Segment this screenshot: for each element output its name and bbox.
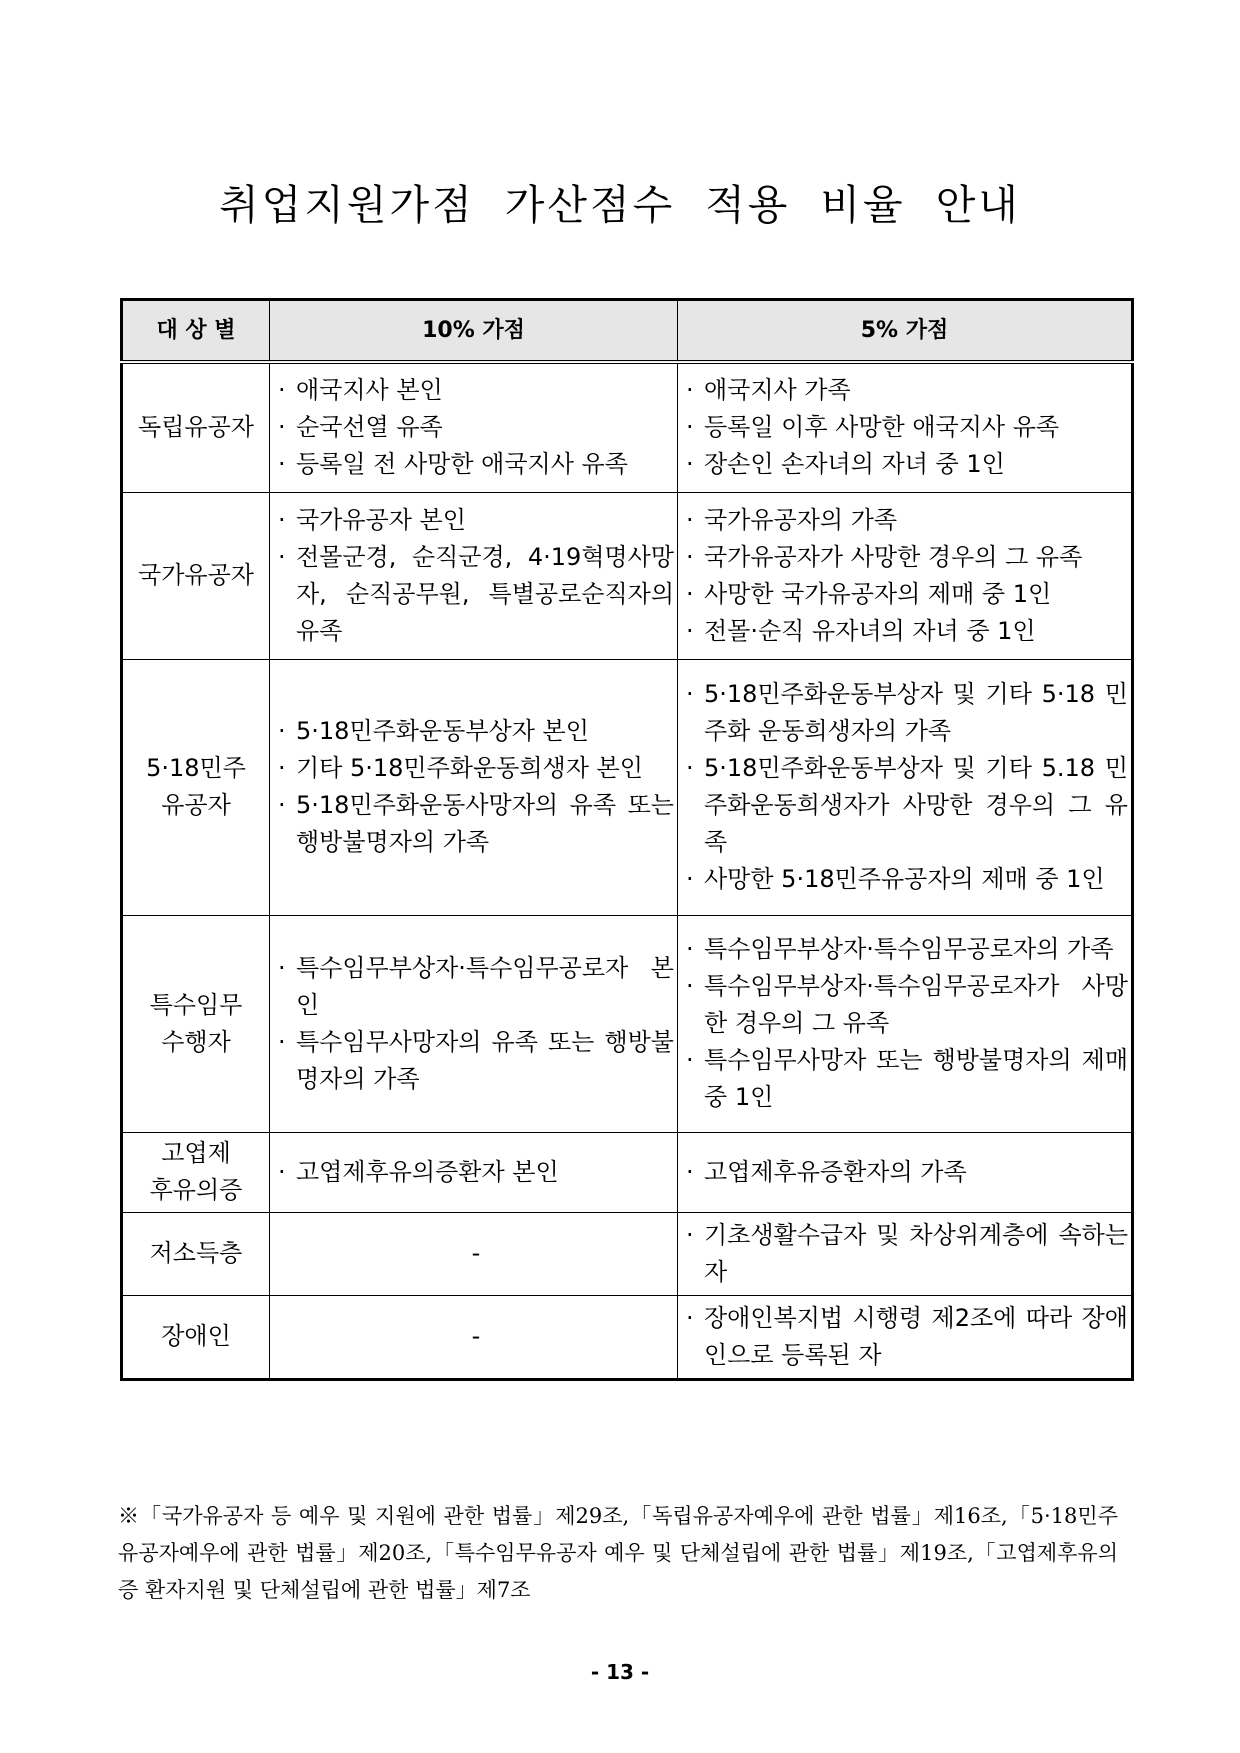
five-percent-cell (678, 1132, 1133, 1212)
list-item-text: 전몰·순직 유자녀의 자녀 중 1인 (704, 616, 1036, 645)
list-item-text: 등록일 이후 사망한 애국지사 유족 (704, 413, 1060, 442)
list-item (686, 676, 1128, 750)
bullet-mark: · (278, 413, 286, 442)
ten-percent-cell (270, 492, 678, 659)
row-category: 특수임무 수행자 (122, 915, 270, 1132)
list-item (686, 576, 1128, 613)
list-item (278, 409, 674, 446)
bullet-mark: · (686, 579, 694, 608)
bullet-mark: · (278, 376, 286, 405)
bullet-list (278, 502, 674, 650)
bullet-mark: · (278, 505, 286, 534)
bullet-list (686, 931, 1128, 1116)
list-item-text: 특수임무부상자·특수임무공로자의 가족 (704, 935, 1114, 963)
row-category: 독립유공자 (122, 362, 270, 492)
table-header-row (122, 300, 1133, 363)
bullet-mark: · (686, 972, 694, 1000)
list-item (278, 1024, 674, 1098)
list-item-text: 등록일 전 사망한 애국지사 유족 (296, 450, 628, 479)
bullet-mark: · (686, 505, 694, 534)
row-category: 저소득층 (122, 1212, 270, 1295)
five-percent-cell (678, 362, 1133, 492)
list-item (686, 409, 1128, 446)
list-item (278, 1154, 674, 1191)
page-title: 취업지원가점 가산점수 적용 비율 안내 (219, 181, 1021, 229)
list-item-text: 장애인복지법 시행령 제2조에 따라 장애인으로 등록된 자 (704, 1303, 1128, 1369)
ten-percent-cell (270, 1132, 678, 1212)
table-row (122, 362, 1133, 492)
bullet-list (278, 950, 674, 1098)
list-item-text: 특수임무사망자 또는 행방불명자의 제매 중 1인 (704, 1046, 1128, 1111)
bullet-list (278, 372, 674, 483)
bullet-list (686, 1217, 1128, 1291)
list-item-text: 사망한 국가유공자의 제매 중 1인 (704, 579, 1052, 608)
ten-percent-cell (270, 915, 678, 1132)
bullet-mark: · (686, 935, 694, 963)
bullet-mark: · (278, 542, 286, 571)
row-category: 5·18민주 유공자 (122, 659, 270, 915)
page-number: - 13 - (590, 1660, 650, 1684)
table-row (122, 915, 1133, 1132)
header-10-percent: 10% 가점 (270, 300, 678, 363)
five-percent-cell (678, 659, 1133, 915)
bullet-list (686, 502, 1128, 650)
list-item (278, 750, 674, 787)
list-item-text: 장손인 손자녀의 자녀 중 1인 (704, 450, 1005, 479)
list-item-text: 5·18민주화운동부상자 본인 (296, 717, 589, 745)
bullet-mark: · (278, 1027, 286, 1056)
bullet-mark: · (686, 413, 694, 442)
row-category: 고엽제 후유의증 (122, 1132, 270, 1212)
bullet-list (278, 713, 674, 861)
bullet-list (686, 372, 1128, 483)
empty-marker: - (471, 1322, 481, 1350)
list-item (686, 861, 1128, 898)
list-item (686, 1217, 1128, 1291)
table-row (122, 1212, 1133, 1295)
bullet-mark: · (278, 450, 286, 479)
five-percent-cell (678, 1295, 1133, 1379)
list-item-text: 국가유공자가 사망한 경우의 그 유족 (704, 542, 1083, 571)
list-item-text: 순국선열 유족 (296, 413, 443, 442)
row-category: 장애인 (122, 1295, 270, 1379)
bullet-list (686, 1154, 1128, 1191)
list-item (686, 931, 1128, 968)
five-percent-cell (678, 915, 1133, 1132)
list-item-text: 국가유공자 본인 (296, 505, 466, 534)
table-row (122, 1295, 1133, 1379)
five-percent-cell (678, 1212, 1133, 1295)
bullet-mark: · (278, 1157, 286, 1186)
list-item (686, 1042, 1128, 1116)
bullet-mark: · (278, 791, 286, 819)
list-item (278, 502, 674, 539)
list-item-text: 애국지사 본인 (296, 376, 443, 405)
table-row (122, 659, 1133, 915)
list-item (686, 446, 1128, 483)
bullet-list (278, 1154, 674, 1191)
list-item (278, 539, 674, 650)
list-item (278, 713, 674, 750)
list-item (278, 950, 674, 1024)
header-target: 대 상 별 (122, 300, 270, 363)
list-item (686, 968, 1128, 1042)
row-category: 국가유공자 (122, 492, 270, 659)
ten-percent-cell (270, 1295, 678, 1379)
list-item-text: 특수임무부상자·특수임무공로자 본인 (296, 953, 674, 1019)
bullet-mark: · (686, 865, 694, 893)
bullet-mark: · (686, 1157, 694, 1186)
list-item-text: 애국지사 가족 (704, 376, 851, 405)
ten-percent-cell (270, 659, 678, 915)
ten-percent-cell (270, 1212, 678, 1295)
list-item-text: 고엽제후유증환자의 가족 (704, 1157, 967, 1186)
list-item (686, 1154, 1128, 1191)
list-item-text: 5·18민주화운동부상자 및 기타 5.18 민주화운동희생자가 사망한 경우의 그 유족 (704, 754, 1128, 856)
list-item-text: 고엽제후유의증환자 본인 (296, 1157, 559, 1186)
bullet-mark: · (686, 1046, 694, 1074)
empty-marker: - (471, 1239, 481, 1267)
legal-basis-note: ※「국가유공자 등 예우 및 지원에 관한 법률」제29조,「독립유공자예우에 관한 법률」제16조,「5·18민주유공자예우에 관한 법률」제20조,「특수임무유공자 예우 및 단체설립에 관한 법률」제19조,「고엽제후유의증 환자지원 및 단체설립에 관한 법률」제7조 (118, 1504, 1118, 1602)
list-item-text: 특수임무부상자·특수임무공로자가 사망한 경우의 그 유족 (704, 972, 1128, 1037)
bullet-mark: · (686, 1220, 694, 1249)
list-item (686, 539, 1128, 576)
list-item (686, 502, 1128, 539)
list-item (686, 1300, 1128, 1374)
list-item (686, 372, 1128, 409)
bullet-mark: · (686, 376, 694, 405)
bullet-mark: · (686, 680, 694, 708)
list-item-text: 기타 5·18민주화운동희생자 본인 (296, 754, 643, 782)
list-item (278, 787, 674, 861)
bullet-mark: · (686, 1303, 694, 1332)
bullet-mark: · (686, 616, 694, 645)
list-item-text: 특수임무사망자의 유족 또는 행방불명자의 가족 (296, 1027, 674, 1093)
bullet-mark: · (686, 542, 694, 571)
table-row (122, 492, 1133, 659)
bullet-mark: · (686, 450, 694, 479)
list-item (686, 613, 1128, 650)
list-item (278, 372, 674, 409)
list-item-text: 사망한 5·18민주유공자의 제매 중 1인 (704, 865, 1105, 893)
bullet-mark: · (278, 953, 286, 982)
list-item-text: 국가유공자의 가족 (704, 505, 898, 534)
header-5-percent: 5% 가점 (678, 300, 1133, 363)
bullet-mark: · (278, 754, 286, 782)
bullet-mark: · (686, 754, 694, 782)
list-item (278, 446, 674, 483)
table-row (122, 1132, 1133, 1212)
bullet-list (686, 1300, 1128, 1374)
list-item-text: 5·18민주화운동부상자 및 기타 5·18 민주화 운동희생자의 가족 (704, 680, 1128, 745)
ten-percent-cell (270, 362, 678, 492)
list-item-text: 전몰군경, 순직군경, 4·19혁명사망자, 순직공무원, 특별공로순직자의 유족 (296, 542, 674, 645)
five-percent-cell (678, 492, 1133, 659)
list-item-text: 기초생활수급자 및 차상위계층에 속하는 자 (704, 1220, 1128, 1286)
bullet-mark: · (278, 717, 286, 745)
bullet-list (686, 676, 1128, 898)
list-item-text: 5·18민주화운동사망자의 유족 또는 행방불명자의 가족 (296, 791, 674, 856)
bonus-rate-table (120, 298, 1134, 1381)
list-item (686, 750, 1128, 861)
